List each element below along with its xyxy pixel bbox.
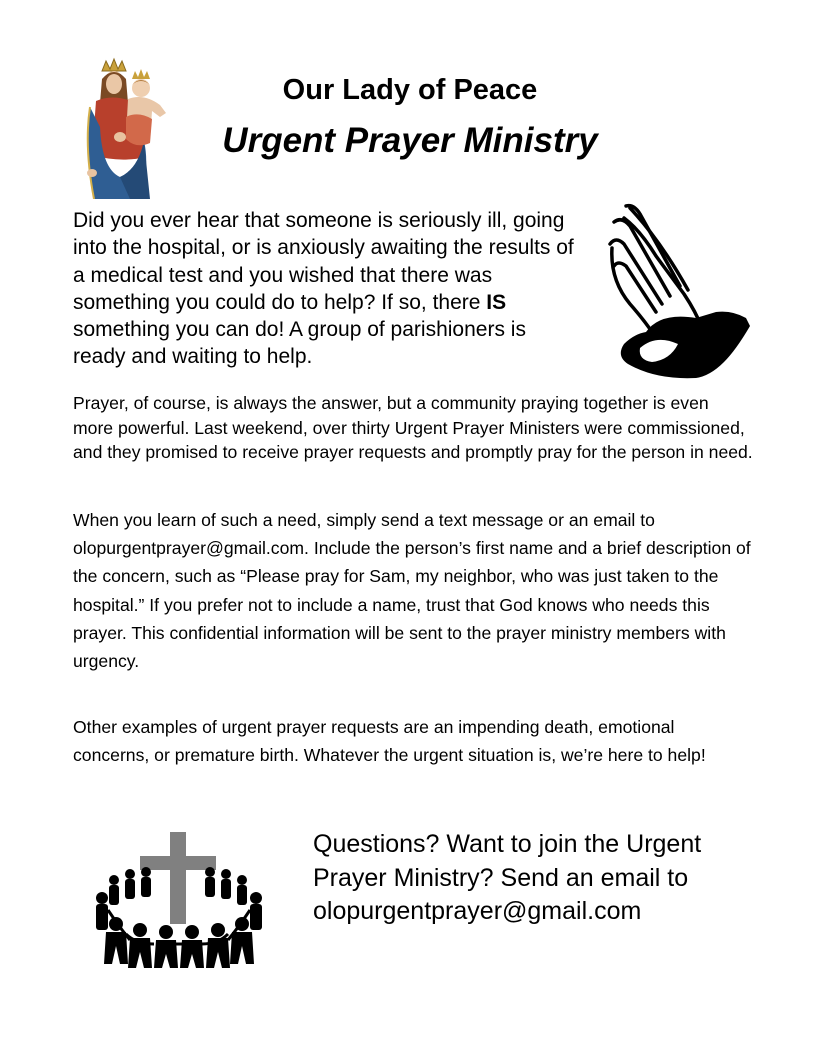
contact-line-1: Questions? Want to join the Urgent bbox=[313, 830, 702, 858]
contact-callout bbox=[313, 828, 783, 929]
intro-text-end: something you can do! A group of parishioners is ready and waiting to help. bbox=[73, 318, 526, 369]
contact-email: olopurgentprayer@gmail.com bbox=[313, 897, 642, 925]
body-paragraph-1: Prayer, of course, is always the answer, but a community praying together is even more powerful. Last weekend, over thirty Urgent Prayer Ministers were commissioned, and they promised to receive prayer requests and promptly pray for the person in need. bbox=[73, 393, 753, 462]
page-title: Our Lady of Peace bbox=[282, 74, 538, 106]
praying-hands-icon bbox=[600, 200, 752, 380]
contact-line-2: Prayer Ministry? Send an email to bbox=[313, 863, 689, 892]
body-paragraph-2: When you learn of such a need, simply send a text message or an email to olopurgentprayer@gmail.com. Include the person’s first name and a brief description of the concern, such as “Please pray for Sam, my neighbor, who was just taken to the hospital.” If you prefer not to include a name, trust that God knows who needs this prayer. This confidential information will be sent to the prayer ministry members with urgency. bbox=[73, 510, 751, 672]
page-subtitle: Urgent Prayer Ministry bbox=[222, 121, 598, 160]
intro-emphasis: IS bbox=[486, 290, 507, 314]
cross-with-praying-community-icon bbox=[90, 828, 268, 968]
intro-paragraph bbox=[73, 207, 583, 371]
intro-text-start: Did you ever hear that someone is seriously ill, going into the hospital, or is anxiously awaiting the results of a medical test and you wished that there was something you could do to help? If so, there bbox=[73, 209, 574, 314]
body-paragraph-3: Other examples of urgent prayer requests are an impending death, emotional concerns, or premature birth. Whatever the urgent situation is, we’re here to help! bbox=[73, 717, 706, 766]
